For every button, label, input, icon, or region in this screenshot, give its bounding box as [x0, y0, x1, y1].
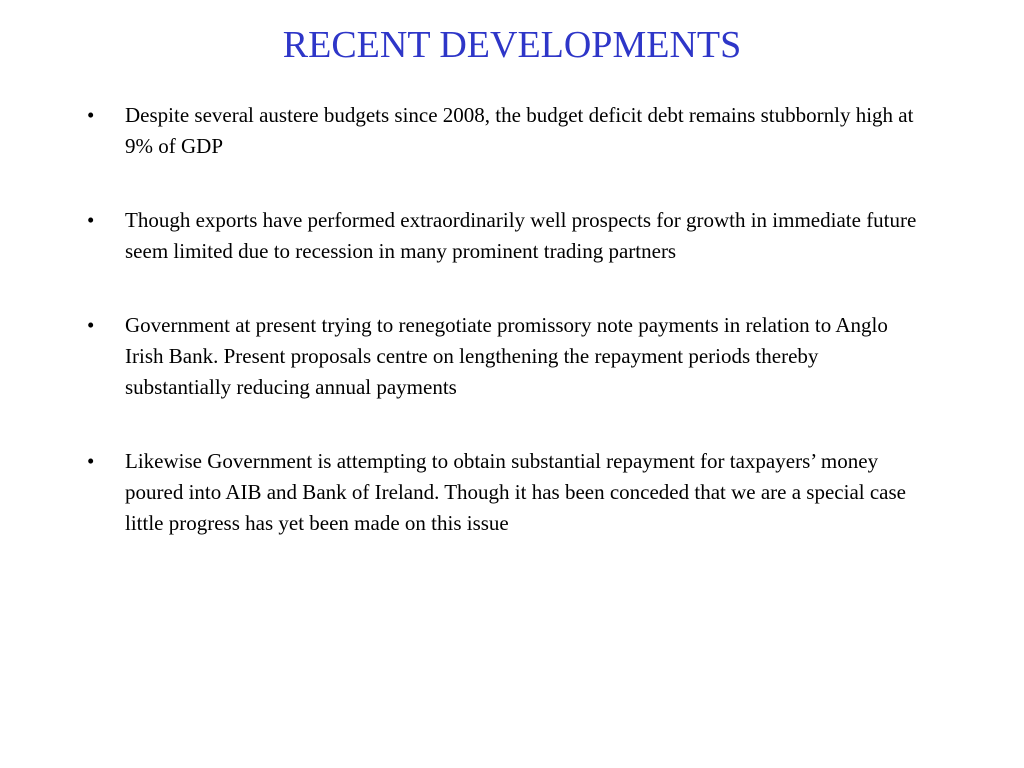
- bullet-item: [80, 310, 920, 403]
- bullet-icon: •: [87, 208, 95, 232]
- slide-title: RECENT DEVELOPMENTS: [282, 24, 742, 66]
- bullet-icon: •: [87, 313, 95, 337]
- bullet-item: [80, 205, 920, 267]
- bullet-icon: •: [87, 449, 95, 473]
- bullet-text: Despite several austere budgets since 2008, the budget deficit debt remains stubbornly high at 9% of GDP: [125, 103, 914, 158]
- bullet-text: Government at present trying to renegotiate promissory note payments in relation to Anglo Irish Bank. Present proposals centre on lengthening the repayment periods thereby substantially reducing annual payments: [125, 313, 888, 399]
- bullet-list: [80, 100, 920, 582]
- bullet-text: Likewise Government is attempting to obtain substantial repayment for taxpayers’ money poured into AIB and Bank of Ireland. Though it has been conceded that we are a special case little progress has yet been made on this issue: [125, 449, 906, 535]
- bullet-text: Though exports have performed extraordinarily well prospects for growth in immediate future seem limited due to recession in many prominent trading partners: [125, 208, 917, 263]
- bullet-item: [80, 100, 920, 162]
- bullet-item: [80, 446, 920, 539]
- bullet-icon: •: [87, 103, 95, 127]
